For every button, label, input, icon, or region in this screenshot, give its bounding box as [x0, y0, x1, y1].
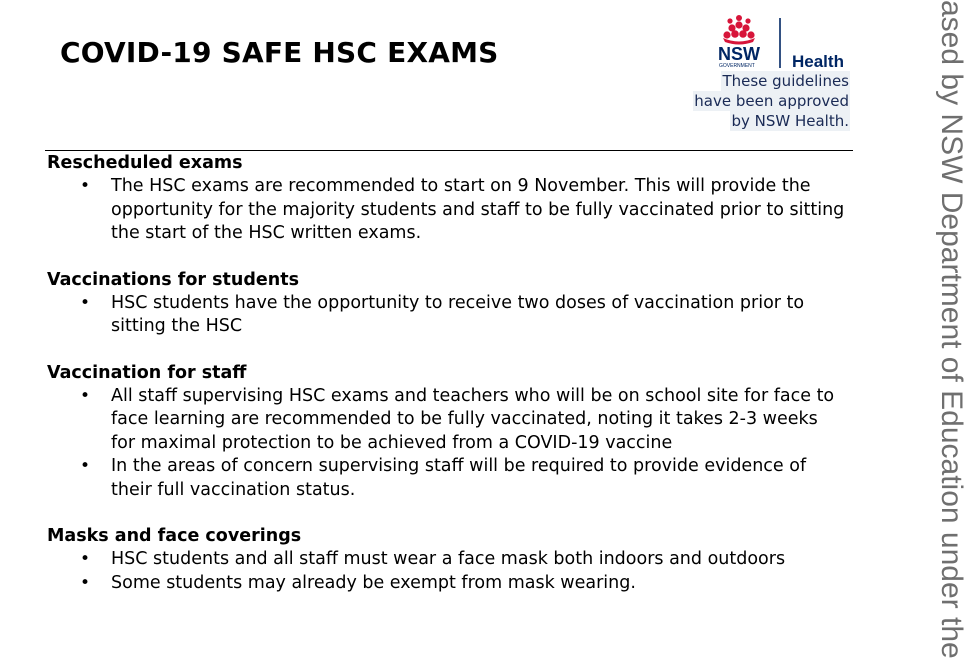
bullet-list: [47, 292, 847, 339]
health-wordmark: Health: [792, 52, 844, 71]
section-heading: Vaccinations for students: [47, 269, 299, 290]
bullet-list: [47, 385, 847, 503]
bullet-item: • All staff supervising HSC exams and teachers who will be on school site for face to face learning are recommended to be fully vaccinated, noting it takes 2-3 weeks for maximal protection to be achieved from a COVID-19 vaccine: [47, 385, 847, 456]
approval-line: have been approved: [694, 92, 849, 110]
section-vaccination-for-staff: [47, 361, 847, 503]
bullet-item: • HSC students and all staff must wear a face mask both indoors and outdoors: [47, 548, 847, 572]
waratah-icon: [723, 15, 755, 45]
section-heading: Rescheduled exams: [47, 153, 243, 173]
section-heading: Vaccination for staff: [47, 362, 247, 383]
side-release-watermark: ased by NSW Department of Education under the: [935, 0, 968, 659]
bullet-list: [47, 175, 847, 246]
bullet-item: • Some students may already be exempt from mask wearing.: [47, 572, 847, 596]
document-title: COVID-19 SAFE HSC EXAMS: [60, 36, 499, 69]
bullet-item: • In the areas of concern supervising staff will be required to provide evidence of their full vaccination status.: [47, 455, 847, 502]
approval-line: These guidelines: [722, 72, 849, 90]
government-wordmark: GOVERNMENT: [719, 63, 755, 69]
bullet-list: [47, 548, 847, 595]
approval-note: [693, 71, 850, 131]
nsw-wordmark: NSW: [718, 44, 760, 64]
nsw-health-logo: [716, 14, 856, 72]
section-vaccinations-for-students: [47, 268, 847, 339]
bullet-item: • HSC students have the opportunity to receive two doses of vaccination prior to sitting the HSC: [47, 292, 847, 339]
section-masks-and-face-coverings: [47, 524, 847, 595]
document-body: [47, 151, 847, 617]
section-heading: Masks and face coverings: [47, 526, 302, 546]
approval-line: by NSW Health.: [731, 112, 849, 130]
bullet-item: • The HSC exams are recommended to start on 9 November. This will provide the opportunity for the majority students and staff to be fully vaccinated prior to sitting the start of the HSC written exams.: [47, 175, 847, 246]
section-rescheduled-exams: [47, 151, 847, 246]
